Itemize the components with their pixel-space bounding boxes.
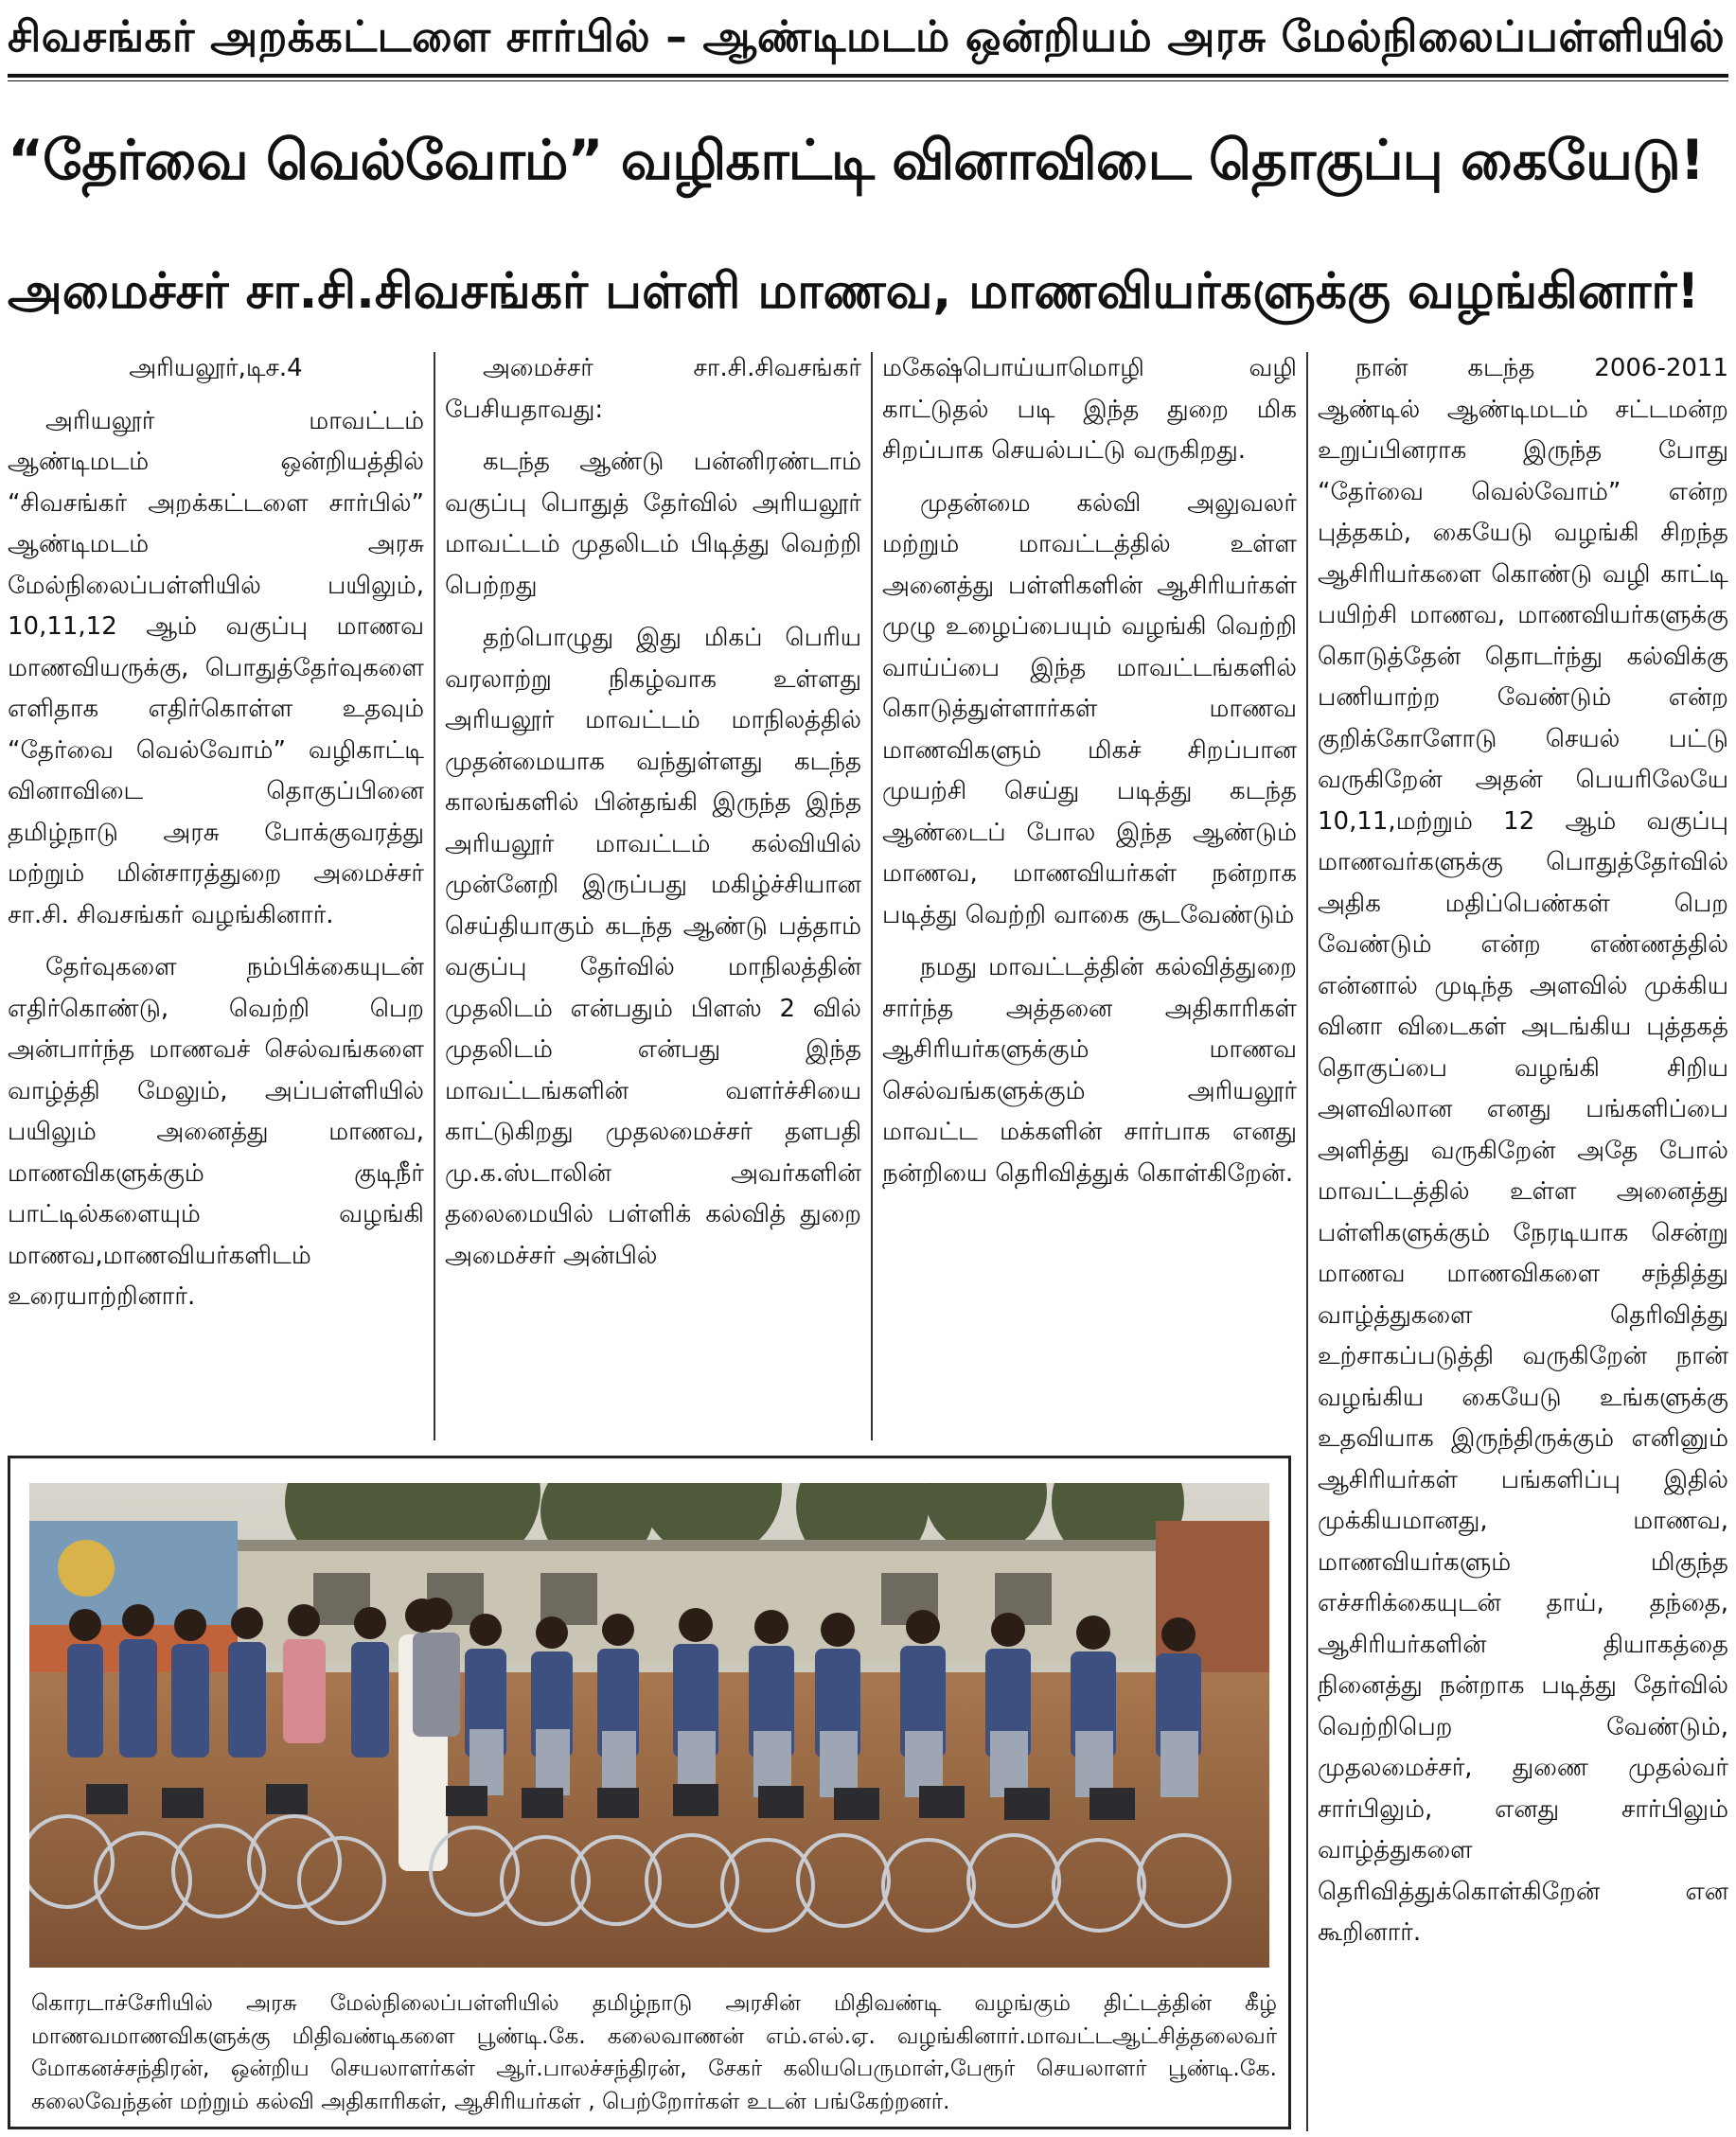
column-divider [434, 352, 435, 1440]
guest-pink-shirt [283, 1639, 326, 1743]
photo-illustration [29, 1483, 1269, 1968]
subheadline: அமைச்சர் சா.சி.சிவசங்கர் பள்ளி மாணவ, மாணவியர்களுக்கு வழங்கினார்! [8, 263, 1700, 320]
photo-caption: கொரடாச்சேரியில் அரசு மேல்நிலைப்பள்ளியில் தமிழ்நாடு அரசின் மிதிவண்டி வழங்கும் திட்டத்தின் கீழ் மாணவமாணவிகளுக்கு மிதிவண்டிகளை பூண்டி.கே. கலைவாணன் எம்.எல்.ஏ. வழங்கினார்.மாவட்டஆட்சித்தலைவர் மோகனச்சந்திரன், ஒன்றிய செயலாளர்கள் ஆர்.பாலச்சந்திரன், சேகர் கலியபெருமாள்,பேரூர் செயலாளர் பூண்டி.கே. கலைவேந்தன் மற்றும் கல்வி அதிகாரிகள், ஆசிரியர்கள் , பெற்றோர்கள் உடன் பங்கேற்றனர். [31, 1989, 1277, 2114]
article-column-3 [882, 348, 1297, 1456]
guest-grey-shirt [413, 1633, 460, 1737]
article-column-1 [8, 348, 424, 1456]
kicker-rule-thin [8, 80, 1728, 81]
dateline: அரியலூர்,டிச.4 [129, 354, 303, 382]
article-column-4 [1318, 348, 1728, 2128]
event-photo [29, 1483, 1269, 1968]
article-column-2 [445, 348, 861, 1456]
paragraph: தேர்வுகளை நம்பிக்கையுடன் எதிர்கொண்டு, வெற்றி பெற அன்பார்ந்த மாணவச் செல்வங்களை வாழ்த்தி மேலும், அப்பள்ளியில் பயிலும் அனைத்து மாணவ, மாணவிகளுக்கும் குடிநீர் பாட்டில்களையும் வழங்கி மாணவ,மாணவியர்களிடம் உரையாற்றினார். [8, 953, 424, 1311]
kicker-line: சிவசங்கர் அறக்கட்டளை சார்பில் – ஆண்டிமடம் ஒன்றியம் அரசு மேல்நிலைப்பள்ளியில் [8, 11, 1726, 62]
paragraph: நான் கடந்த 2006-2011 ஆண்டில் ஆண்டிமடம் சட்டமன்ற உறுப்பினராக இருந்த போது “தேர்வை வெல்வோம்” என்ற புத்தகம், கையேடு வழங்கி சிறந்த ஆசிரியர்களை கொண்டு வழி காட்டி பயிற்சி மாணவ, மாணவியர்களுக்கு கொடுத்தேன் தொடர்ந்து கல்விக்கு பணியாற்ற வேண்டும் என்ற குறிக்கோளோடு செயல் பட்டு வருகிறேன் அதன் பெயரிலேயே 10,11,மற்றும் 12 ஆம் வகுப்பு மாணவர்களுக்கு பொதுத்தேர்வில் அதிக மதிப்பெண்கள் பெற வேண்டும் என்ற எண்ணத்தில் என்னால் முடிந்த அளவில் முக்கிய வினா விடைகள் அடங்கிய புத்தகத் தொகுப்பை வழங்கி சிறிய அளவிலான எனது பங்களிப்பை அளித்து வருகிறேன் அதே போல் மாவட்டத்தில் உள்ள அனைத்து பள்ளிகளுக்கும் நேரடியாக சென்று மாணவ மாணவிகளை சந்தித்து வாழ்த்துகளை தெரிவித்து உற்சாகப்படுத்தி வருகிறேன் நான் வழங்கிய கையேடு உங்களுக்கு உதவியாக இருந்திருக்கும் எனினும் ஆசிரியர்கள் பங்களிப்பு இதில் முக்கியமானது, மாணவ, மாணவியர்களும் மிகுந்த எச்சரிக்கையுடன் தாய், தந்தை, ஆசிரியர்களின் தியாகத்தை நினைத்து நன்றாக படித்து தேர்வில் வெற்றிபெற வேண்டும், முதலமைச்சர், துணை முதல்வர் சார்பிலும், எனது சார்பிலும் வாழ்த்துகளை தெரிவித்துக்கொள்கிறேன் என கூறினார். [1318, 354, 1728, 1947]
paragraph: தற்பொழுது இது மிகப் பெரிய வரலாற்று நிகழ்வாக உள்ளது அரியலூர் மாவட்டம் மாநிலத்தில் முதன்மையாக வந்துள்ளது கடந்த காலங்களில் பின்தங்கி இருந்த இந்த அரியலூர் மாவட்டம் கல்வியில் முன்னேறி இருப்பது மகிழ்ச்சியான செய்தியாகும் கடந்த ஆண்டு பத்தாம் வகுப்பு தேர்வில் மாநிலத்தின் முதலிடம் என்பதும் பிளஸ் 2 வில் முதலிடம் என்பது இந்த மாவட்டங்களின் வளர்ச்சியை காட்டுகிறது முதலமைச்சர் தளபதி மு.க.ஸ்டாலின் அவர்களின் தலைமையில் பள்ளிக் கல்வித் துறை அமைச்சர் அன்பில் [445, 624, 861, 1270]
column-divider [871, 352, 873, 1440]
paragraph: அமைச்சர் சா.சி.சிவசங்கர் பேசியதாவது: [445, 354, 861, 424]
photo-block [8, 1456, 1291, 2129]
kicker-rule [8, 74, 1728, 78]
paragraph: முதன்மை கல்வி அலுவலர் மற்றும் மாவட்டத்தில் உள்ள அனைத்து பள்ளிகளின் ஆசிரியர்கள் முழு உழைப்பையும் வழங்கி வெற்றி வாய்ப்பை இந்த மாவட்டங்களில் கொடுத்துள்ளார்கள் மாணவ மாணவிகளும் மிகச் சிறப்பான முயற்சி செய்து படித்து கடந்த ஆண்டைப் போல இந்த ஆண்டும் மாணவ, மாணவியர்கள் நன்றாக படித்து வெற்றி வாகை சூடவேண்டும் [882, 488, 1297, 929]
headline: “தேர்வை வெல்வோம்” வழிகாட்டி வினாவிடை தொகுப்பு கையேடு! [8, 128, 1705, 192]
paragraph: நமது மாவட்டத்தின் கல்வித்துறை சார்ந்த அத்தனை அதிகாரிகள் ஆசிரியர்களுக்கும் மாணவ செல்வங்களுக்கும் அரியலூர் மாவட்ட மக்களின் சார்பாக எனது நன்றியை தெரிவித்துக் கொள்கிறேன். [882, 953, 1297, 1188]
paragraph: கடந்த ஆண்டு பன்னிரண்டாம் வகுப்பு பொதுத் தேர்வில் அரியலூர் மாவட்டம் முதலிடம் பிடித்து வெற்றி பெற்றது [445, 448, 861, 600]
column-divider [1306, 352, 1308, 2131]
paragraph: மகேஷ்பொய்யாமொழி வழி காட்டுதல் படி இந்த துறை மிக சிறப்பாக செயல்பட்டு வருகிறது. [882, 354, 1297, 465]
paragraph: அரியலூர் மாவட்டம் ஆண்டிமடம் ஒன்றியத்தில் “சிவசங்கர் அறக்கட்டளை சார்பில்” ஆண்டிமடம் அரசு மேல்நிலைப்பள்ளியில் பயிலும், 10,11,12 ஆம் வகுப்பு மாணவ மாணவியருக்கு, பொதுத்தேர்வுகளை எளிதாக எதிர்கொள்ள உதவும் “தேர்வை வெல்வோம்” வழிகாட்டி வினாவிடை தொகுப்பினை தமிழ்நாடு அரசு போக்குவரத்து மற்றும் மின்சாரத்துறை அமைச்சர் சா.சி. சிவசங்கர் வழங்கினார். [8, 406, 424, 929]
